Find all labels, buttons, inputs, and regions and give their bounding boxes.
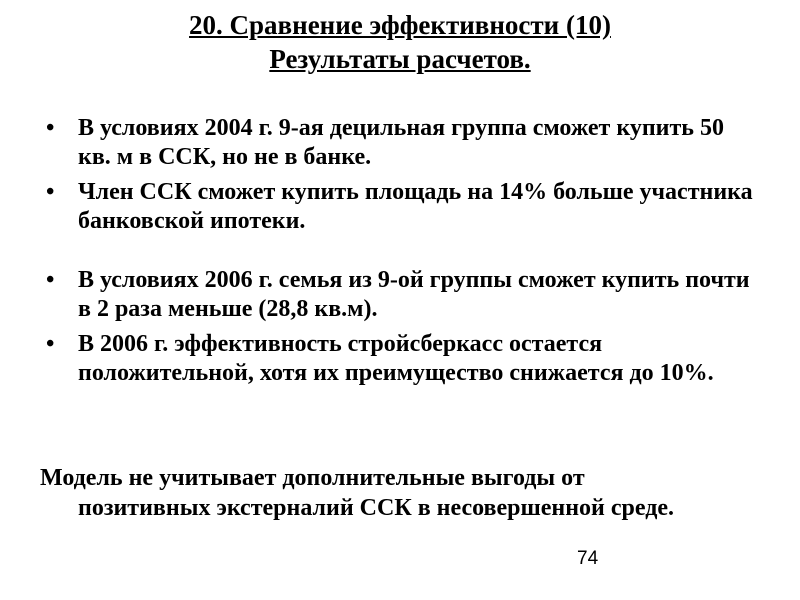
conclusion-line-2: позитивных экстерналий ССК в несовершенной среде. xyxy=(78,495,674,521)
slide-title xyxy=(0,0,800,76)
bullet-item: • В 2006 г. эффективность стройсберкасс остается положительной, хотя их преимущество снижается до 10%. xyxy=(40,330,760,388)
page-number: 74 xyxy=(577,548,599,569)
slide-title-line-2: Результаты расчетов. xyxy=(269,44,531,74)
bullet-item: • Член ССК сможет купить площадь на 14% больше участника банковской ипотеки. xyxy=(40,178,760,236)
bullet-item: • В условиях 2004 г. 9-ая децильная группа сможет купить 50 кв. м в ССК, но не в банке. xyxy=(40,114,760,172)
conclusion-text xyxy=(40,463,760,523)
slide-title-line-1: 20. Сравнение эффективности (10) xyxy=(189,10,611,40)
conclusion-line-1: Модель не учитывает дополнительные выгоды от xyxy=(40,465,585,491)
bullet-list xyxy=(40,114,760,394)
bullet-item: • В условиях 2006 г. семья из 9-ой группы сможет купить почти в 2 раза меньше (28,8 кв.м). xyxy=(40,266,760,324)
